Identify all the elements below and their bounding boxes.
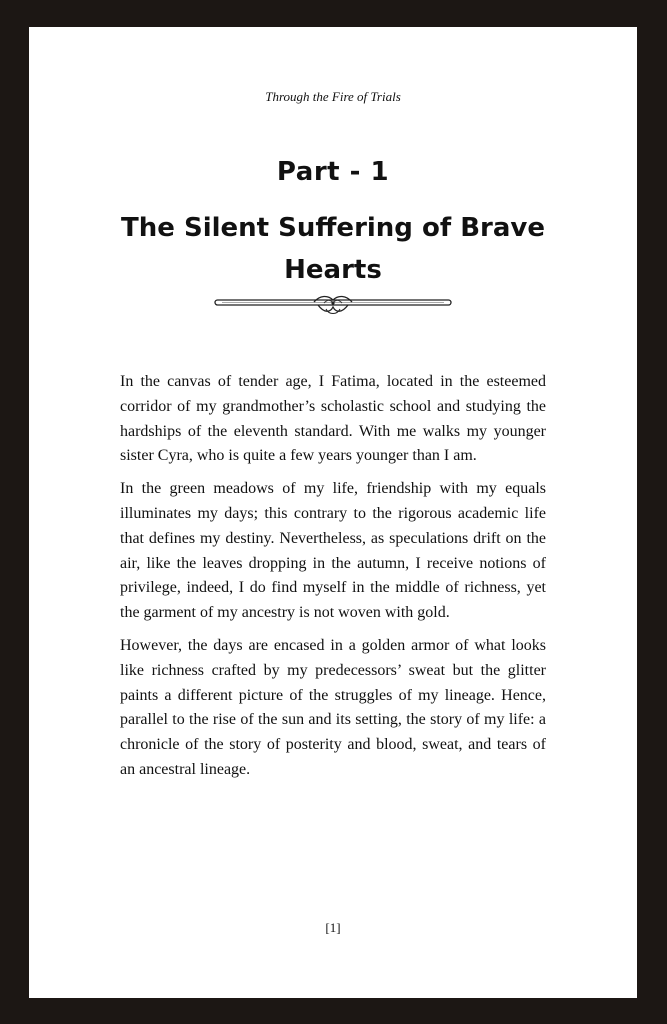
body-text: [120, 370, 546, 791]
paragraph-2: In the green meadows of my life, friendship with my equals illuminates my days; this contrary to the rigorous academic life that defines my destiny. Nevertheless, as speculations drift on the air, like the leaves dropping in the autumn, I receive notions of privilege, indeed, I do find myself in the middle of richness, yet the garment of my ancestry is not woven with gold.: [120, 480, 546, 622]
part-heading: Part - 1: [276, 157, 390, 187]
running-head: Through the Fire of Trials: [265, 89, 401, 104]
paragraph-1: In the canvas of tender age, I Fatima, located in the esteemed corridor of my grandmother’s scholastic school and studying the hardships of the eleventh standard. With me walks my younger sister Cyra, who is quite a few years younger than I am.: [120, 373, 546, 465]
chapter-title: The Silent Suffering of Brave Hearts: [121, 213, 545, 285]
paragraph-3: However, the days are encased in a golden armor of what looks like richness crafted by my predecessors’ sweat but the glitter paints a different picture of the struggles of my lineage. Hence, parallel to the rise of the sun and its setting, the story of my life: a chronicle of the story of posterity and blood, sweat, and tears of an ancestral lineage.: [120, 636, 546, 778]
page-number: [1]: [325, 920, 341, 935]
book-page: [29, 27, 637, 998]
ornamental-divider-icon: [214, 291, 452, 317]
